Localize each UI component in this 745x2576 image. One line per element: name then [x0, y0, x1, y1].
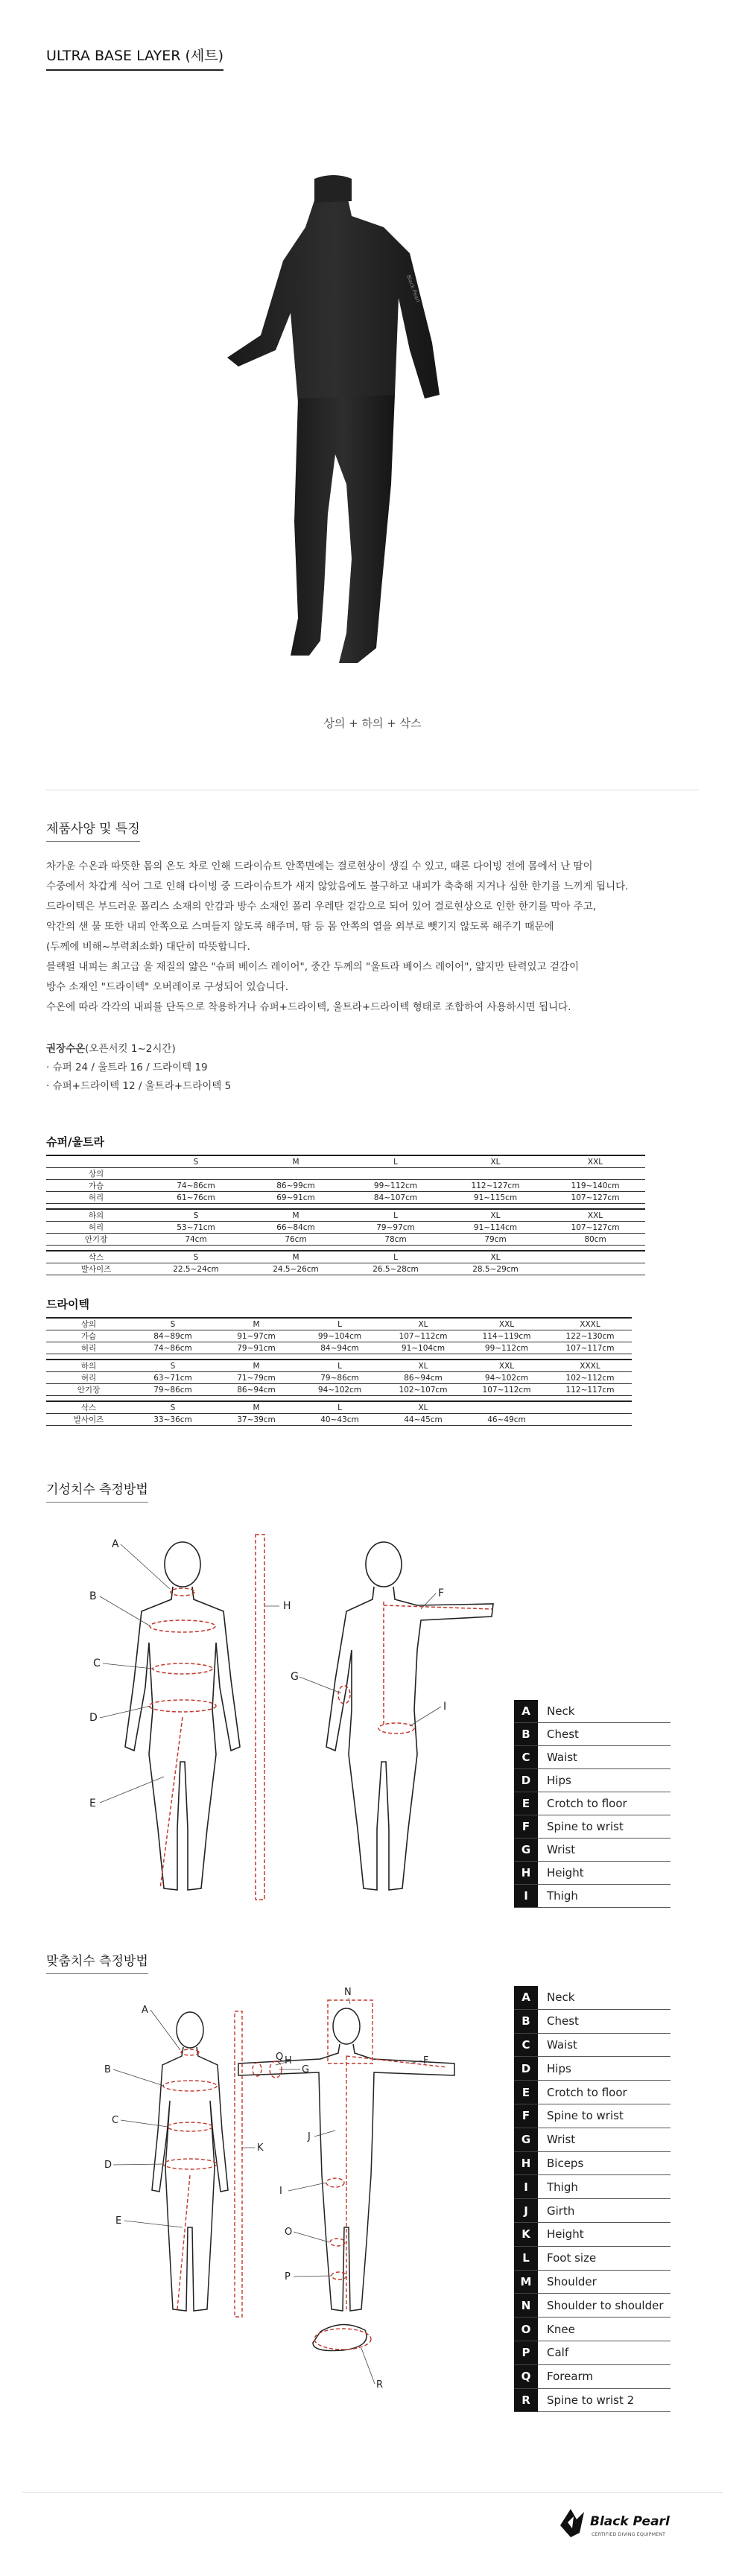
table-cell: XXXL — [548, 1360, 632, 1372]
legend-label: Waist — [538, 2033, 670, 2057]
table-cell: 107~127cm — [545, 1192, 645, 1204]
table-cell: 99~112cm — [465, 1342, 548, 1354]
table-cell: 99~104cm — [298, 1330, 381, 1342]
table-cell: M — [215, 1401, 298, 1414]
table-row — [46, 1192, 645, 1204]
table-cell: 86~94cm — [215, 1384, 298, 1396]
table-cell: XL — [446, 1155, 545, 1168]
table-row — [46, 1155, 645, 1168]
legend-label: Foot size — [538, 2246, 670, 2270]
row-label: 상의 — [46, 1318, 131, 1330]
table-super-ultra-title: 슈퍼/울트라 — [46, 1135, 104, 1149]
table-cell: 91~97cm — [215, 1330, 298, 1342]
legend-key: R — [514, 2388, 538, 2412]
standard-measure-legend — [514, 1700, 670, 1908]
table-cell: 74cm — [146, 1234, 246, 1246]
table-cell — [146, 1168, 246, 1180]
table-cell: XXL — [465, 1360, 548, 1372]
legend-row — [514, 2294, 670, 2318]
legend-row — [514, 2364, 670, 2388]
legend-key: E — [514, 1792, 538, 1815]
table-row — [46, 1330, 632, 1342]
legend-key: I — [514, 1885, 538, 1908]
table-cell: 79~86cm — [298, 1372, 381, 1384]
legend-key: N — [514, 2294, 538, 2318]
legend-row — [514, 2104, 670, 2128]
legend-label: Wrist — [538, 1839, 670, 1862]
svg-text:I: I — [279, 2186, 282, 2197]
gap-cell — [215, 1354, 298, 1360]
table-cell: S — [131, 1360, 215, 1372]
legend-key: G — [514, 2128, 538, 2151]
legend-label: Spine to wrist — [538, 1815, 670, 1839]
svg-text:O: O — [285, 2227, 293, 2238]
svg-text:B: B — [89, 1590, 97, 1602]
table-cell: 74~86cm — [146, 1180, 246, 1192]
legend-label: Girth — [538, 2199, 670, 2223]
legend-row — [514, 1700, 670, 1723]
gap-cell — [381, 1396, 465, 1402]
table-cell: 102~112cm — [548, 1372, 632, 1384]
legend-key: F — [514, 2104, 538, 2128]
svg-text:H: H — [283, 1600, 291, 1612]
legend-row — [514, 1746, 670, 1769]
table-row — [46, 1372, 632, 1384]
table-cell: XL — [446, 1209, 545, 1222]
legend-label: Forearm — [538, 2364, 670, 2388]
custom-measure-title: 맞춤치수 측정방법 — [46, 1950, 148, 1974]
row-label: 삭스 — [46, 1251, 146, 1263]
table-row — [46, 1342, 632, 1354]
svg-text:K: K — [257, 2142, 264, 2154]
table-cell: S — [146, 1209, 246, 1222]
table-cell: 86~94cm — [381, 1372, 465, 1384]
legend-row — [514, 2199, 670, 2223]
table-cell: 71~79cm — [215, 1372, 298, 1384]
legend-label: Height — [538, 1862, 670, 1885]
legend-key: M — [514, 2270, 538, 2294]
gap-cell — [446, 1204, 545, 1210]
brand-name: Black Pearl — [590, 2514, 670, 2529]
legend-label: Knee — [538, 2318, 670, 2341]
desc-line: 차가운 수온과 따뜻한 몸의 온도 차로 인해 드라이슈트 안쪽면에는 결로현상이 생길 수 있고, 때론 다이빙 전에 몸에서 난 땀이 — [46, 860, 593, 872]
gap-cell — [46, 1204, 146, 1210]
svg-text:D: D — [104, 2160, 112, 2171]
desc-line: 드라이텍은 부드러운 폴리스 소재의 안감과 방수 소재인 폴리 우레탄 겉감으로 되어 있어 결로현상으로 인한 한기를 막아 주고, — [46, 901, 597, 913]
table-cell — [545, 1251, 645, 1263]
table-cell — [548, 1414, 632, 1426]
table-cell: XL — [381, 1401, 465, 1414]
legend-key: B — [514, 1723, 538, 1746]
row-label: 하의 — [46, 1209, 146, 1222]
row-label: 발사이즈 — [46, 1263, 146, 1275]
table-row — [46, 1168, 645, 1180]
table-cell: 28.5~29cm — [446, 1263, 545, 1275]
legend-key: D — [514, 1769, 538, 1792]
table-cell: L — [298, 1360, 381, 1372]
legend-row — [514, 2128, 670, 2151]
table-cell: M — [246, 1251, 346, 1263]
table-cell: 37~39cm — [215, 1414, 298, 1426]
table-cell: S — [131, 1401, 215, 1414]
gap-cell — [131, 1354, 215, 1360]
legend-label: Biceps — [538, 2151, 670, 2175]
svg-text:A: A — [142, 2005, 148, 2016]
legend-label: Thigh — [538, 2175, 670, 2199]
recommended-note: (오픈서킷 1~2시간) — [85, 1043, 176, 1055]
gap-cell — [131, 1396, 215, 1402]
table-cell: 102~107cm — [381, 1384, 465, 1396]
table-cell: 26.5~28cm — [346, 1263, 446, 1275]
table-cell: 91~114cm — [446, 1222, 545, 1234]
legend-label: Shoulder to shoulder — [538, 2294, 670, 2318]
table-cell: 74~86cm — [131, 1342, 215, 1354]
table-cell: S — [146, 1251, 246, 1263]
table-drytech-title: 드라이텍 — [46, 1298, 89, 1311]
svg-text:F: F — [438, 1587, 445, 1599]
table-cell: 33~36cm — [131, 1414, 215, 1426]
row-label: 허리 — [46, 1222, 146, 1234]
svg-text:B: B — [104, 2064, 111, 2075]
legend-row — [514, 2057, 670, 2081]
table-cell: 79cm — [446, 1234, 545, 1246]
row-label: 허리 — [46, 1192, 146, 1204]
table-cell: L — [346, 1251, 446, 1263]
table-cell: 80cm — [545, 1234, 645, 1246]
table-cell: 107~112cm — [465, 1384, 548, 1396]
row-label — [46, 1155, 146, 1168]
product-title: ULTRA BASE LAYER (세트) — [46, 45, 224, 71]
desc-line: 악간의 샌 물 또한 내피 안쪽으로 스며들지 않도록 해주며, 땀 등 몸 안쪽의 열을 외부로 뺏기지 않도록 해주기 때문에 — [46, 921, 554, 933]
legend-key: F — [514, 1815, 538, 1839]
legend-row — [514, 2151, 670, 2175]
table-cell: 112~127cm — [446, 1180, 545, 1192]
table-cell: XXL — [545, 1155, 645, 1168]
row-label: 상의 — [46, 1168, 146, 1180]
legend-label: Neck — [538, 1986, 670, 2009]
table-cell: 53~71cm — [146, 1222, 246, 1234]
svg-text:C: C — [93, 1657, 101, 1669]
table-cell — [465, 1401, 548, 1414]
legend-key: O — [514, 2318, 538, 2341]
table-cell: 84~107cm — [346, 1192, 446, 1204]
table-cell: 61~76cm — [146, 1192, 246, 1204]
svg-text:E: E — [115, 2215, 122, 2227]
legend-row — [514, 2222, 670, 2246]
table-cell: 107~127cm — [545, 1222, 645, 1234]
table-cell: 84~89cm — [131, 1330, 215, 1342]
legend-key: C — [514, 2033, 538, 2057]
table-cell: 119~140cm — [545, 1180, 645, 1192]
table-cell: M — [215, 1360, 298, 1372]
row-label: 안기장 — [46, 1234, 146, 1246]
svg-text:H: H — [285, 2055, 292, 2066]
legend-row — [514, 2081, 670, 2104]
svg-text:E: E — [89, 1798, 96, 1809]
desc-line: 블랙펄 내피는 최고급 울 재질의 얇은 "슈퍼 베이스 레이어", 중간 두께의 "울트라 베이스 레이어", 얇지만 탄력있고 겉감이 — [46, 961, 580, 973]
legend-label: Wrist — [538, 2128, 670, 2151]
svg-text:Q: Q — [276, 2052, 284, 2063]
brand-logo — [554, 2503, 711, 2548]
legend-key: E — [514, 2081, 538, 2104]
gap-cell — [346, 1246, 446, 1251]
legend-row — [514, 2033, 670, 2057]
legend-label: Hips — [538, 2057, 670, 2081]
gap-cell — [246, 1246, 346, 1251]
table-cell: M — [246, 1155, 346, 1168]
table-cell: 91~115cm — [446, 1192, 545, 1204]
table-cell — [446, 1168, 545, 1180]
legend-key: A — [514, 1700, 538, 1723]
gap-cell — [346, 1204, 446, 1210]
table-cell: 79~91cm — [215, 1342, 298, 1354]
gap-cell — [46, 1246, 146, 1251]
gap-cell — [465, 1354, 548, 1360]
legend-key: J — [514, 2199, 538, 2223]
table-cell: 40~43cm — [298, 1414, 381, 1426]
row-label: 삭스 — [46, 1401, 131, 1414]
table-cell — [346, 1168, 446, 1180]
table-cell: 122~130cm — [548, 1330, 632, 1342]
size-table-drytech — [46, 1317, 632, 1426]
table-cell: 107~112cm — [381, 1330, 465, 1342]
gap-cell — [146, 1246, 246, 1251]
table-cell: S — [146, 1155, 246, 1168]
table-row — [46, 1318, 632, 1330]
gap-cell — [548, 1354, 632, 1360]
table-cell — [246, 1168, 346, 1180]
table-cell: 84~94cm — [298, 1342, 381, 1354]
legend-row — [514, 1885, 670, 1908]
legend-key: G — [514, 1839, 538, 1862]
legend-key: H — [514, 1862, 538, 1885]
legend-label: Hips — [538, 1769, 670, 1792]
table-cell: XXXL — [548, 1318, 632, 1330]
table-cell: 114~119cm — [465, 1330, 548, 1342]
legend-key: H — [514, 2151, 538, 2175]
desc-line: (두께에 비해~부력최소화) 대단히 따뜻합니다. — [46, 941, 250, 953]
table-gap — [46, 1204, 645, 1210]
legend-key: B — [514, 2009, 538, 2033]
svg-text:F: F — [423, 2055, 429, 2066]
legend-label: Calf — [538, 2341, 670, 2364]
image-caption: 상의 + 하의 + 삭스 — [323, 717, 422, 730]
standard-measure-figure — [89, 1531, 507, 1918]
legend-key: P — [514, 2341, 538, 2364]
table-cell: XXL — [545, 1209, 645, 1222]
svg-text:Black Pearl: Black Pearl — [405, 273, 421, 303]
gap-cell — [215, 1396, 298, 1402]
table-cell — [545, 1263, 645, 1275]
svg-text:G: G — [302, 2064, 310, 2075]
gap-cell — [246, 1204, 346, 1210]
row-label: 허리 — [46, 1342, 131, 1354]
table-cell: L — [298, 1401, 381, 1414]
table-row — [46, 1384, 632, 1396]
features-description — [46, 857, 699, 1018]
row-label: 허리 — [46, 1372, 131, 1384]
svg-text:R: R — [376, 2379, 384, 2391]
table-cell: 112~117cm — [548, 1384, 632, 1396]
gap-cell — [381, 1354, 465, 1360]
table-cell: 76cm — [246, 1234, 346, 1246]
table-row — [46, 1222, 645, 1234]
legend-label: Crotch to floor — [538, 2081, 670, 2104]
svg-text:A: A — [112, 1538, 119, 1550]
legend-row — [514, 2270, 670, 2294]
svg-text:P: P — [285, 2271, 291, 2282]
legend-key: Q — [514, 2364, 538, 2388]
gap-cell — [298, 1396, 381, 1402]
row-label: 하의 — [46, 1360, 131, 1372]
table-row — [46, 1209, 645, 1222]
logo-mark — [554, 2503, 711, 2545]
table-cell: XXL — [465, 1318, 548, 1330]
legend-row — [514, 2009, 670, 2033]
table-cell: L — [298, 1318, 381, 1330]
legend-key: C — [514, 1746, 538, 1769]
product-photo — [186, 171, 499, 693]
gap-cell — [446, 1246, 545, 1251]
gap-cell — [46, 1396, 131, 1402]
legend-label: Spine to wrist — [538, 2104, 670, 2128]
table-cell: XL — [381, 1360, 465, 1372]
table-cell: L — [346, 1209, 446, 1222]
legend-row — [514, 2341, 670, 2364]
table-cell: M — [246, 1209, 346, 1222]
table-gap — [46, 1396, 632, 1402]
table-cell: XL — [446, 1251, 545, 1263]
table-row — [46, 1401, 632, 1414]
table-cell: 79~86cm — [131, 1384, 215, 1396]
legend-key: I — [514, 2175, 538, 2199]
table-cell: 94~102cm — [298, 1384, 381, 1396]
table-row — [46, 1251, 645, 1263]
table-cell: M — [215, 1318, 298, 1330]
row-label: 발사이즈 — [46, 1414, 131, 1426]
table-cell: L — [346, 1155, 446, 1168]
desc-line: 방수 소재인 "드라이텍" 오버레이로 구성되어 있습니다. — [46, 981, 289, 993]
custom-measure-legend — [514, 1986, 670, 2412]
legend-row — [514, 1986, 670, 2009]
legend-row — [514, 2318, 670, 2341]
recommended-heading: 권장수온 — [46, 1043, 86, 1055]
recommended-line: · 슈퍼 24 / 울트라 16 / 드라이텍 19 — [46, 1062, 208, 1073]
svg-text:N: N — [344, 1987, 352, 1998]
gap-cell — [545, 1204, 645, 1210]
legend-label: Chest — [538, 1723, 670, 1746]
legend-row — [514, 2388, 670, 2412]
footer-divider — [22, 2492, 723, 2493]
table-cell: 86~99cm — [246, 1180, 346, 1192]
gap-cell — [545, 1246, 645, 1251]
gap-cell — [548, 1396, 632, 1402]
legend-label: Neck — [538, 1700, 670, 1723]
table-cell: XL — [381, 1318, 465, 1330]
svg-text:D: D — [89, 1712, 98, 1724]
legend-label: Shoulder — [538, 2270, 670, 2294]
table-cell: 44~45cm — [381, 1414, 465, 1426]
table-cell: 91~104cm — [381, 1342, 465, 1354]
table-cell: 78cm — [346, 1234, 446, 1246]
legend-key: K — [514, 2222, 538, 2246]
gap-cell — [298, 1354, 381, 1360]
legend-row — [514, 1723, 670, 1746]
legend-label: Spine to wrist 2 — [538, 2388, 670, 2412]
svg-text:J: J — [308, 2131, 311, 2142]
table-gap — [46, 1354, 632, 1360]
table-cell: 22.5~24cm — [146, 1263, 246, 1275]
table-row — [46, 1180, 645, 1192]
legend-row — [514, 1815, 670, 1839]
brand-tagline: CERTIFIED DIVING EQUIPMENT — [592, 2531, 666, 2537]
table-gap — [46, 1246, 645, 1251]
legend-label: Waist — [538, 1746, 670, 1769]
table-cell — [548, 1401, 632, 1414]
gap-cell — [46, 1354, 131, 1360]
standard-measure-title: 기성치수 측정방법 — [46, 1479, 148, 1503]
recommended-temp — [46, 1040, 231, 1096]
svg-text:I: I — [443, 1701, 447, 1713]
legend-label: Height — [538, 2222, 670, 2246]
table-row — [46, 1360, 632, 1372]
table-cell — [545, 1168, 645, 1180]
custom-measure-figure — [89, 1982, 507, 2399]
size-table-super-ultra — [46, 1155, 645, 1275]
table-cell: 99~112cm — [346, 1180, 446, 1192]
table-row — [46, 1263, 645, 1275]
table-cell: 79~97cm — [346, 1222, 446, 1234]
table-row — [46, 1234, 645, 1246]
legend-row — [514, 1792, 670, 1815]
svg-text:G: G — [291, 1671, 299, 1683]
row-label: 안기장 — [46, 1384, 131, 1396]
table-cell: S — [131, 1318, 215, 1330]
desc-line: 수중에서 차갑게 식어 그로 인해 다이빙 중 드라이슈트가 새지 않았음에도 불구하고 내피가 축축해 지거나 심한 한기를 느끼게 됩니다. — [46, 881, 629, 892]
row-label: 가슴 — [46, 1180, 146, 1192]
legend-row — [514, 1862, 670, 1885]
legend-key: D — [514, 2057, 538, 2081]
legend-row — [514, 1839, 670, 1862]
svg-text:C: C — [112, 2115, 119, 2126]
table-cell: 94~102cm — [465, 1372, 548, 1384]
recommended-line: · 슈퍼+드라이텍 12 / 울트라+드라이텍 5 — [46, 1080, 232, 1092]
legend-label: Chest — [538, 2009, 670, 2033]
gap-cell — [465, 1396, 548, 1402]
table-cell: 66~84cm — [246, 1222, 346, 1234]
legend-row — [514, 2246, 670, 2270]
table-cell: 24.5~26cm — [246, 1263, 346, 1275]
legend-label: Thigh — [538, 1885, 670, 1908]
legend-row — [514, 1769, 670, 1792]
gap-cell — [146, 1204, 246, 1210]
desc-line: 수온에 따라 각각의 내피를 단독으로 착용하거나 슈퍼+드라이텍, 울트라+드라이텍 형태로 조합하여 사용하시면 됩니다. — [46, 1001, 571, 1013]
table-cell: 69~91cm — [246, 1192, 346, 1204]
table-row — [46, 1414, 632, 1426]
legend-label: Crotch to floor — [538, 1792, 670, 1815]
row-label: 가슴 — [46, 1330, 131, 1342]
table-cell: 63~71cm — [131, 1372, 215, 1384]
legend-row — [514, 2175, 670, 2199]
features-title: 제품사양 및 특징 — [46, 818, 140, 842]
table-cell: 107~117cm — [548, 1342, 632, 1354]
table-cell: 46~49cm — [465, 1414, 548, 1426]
legend-key: A — [514, 1986, 538, 2009]
legend-key: L — [514, 2246, 538, 2270]
